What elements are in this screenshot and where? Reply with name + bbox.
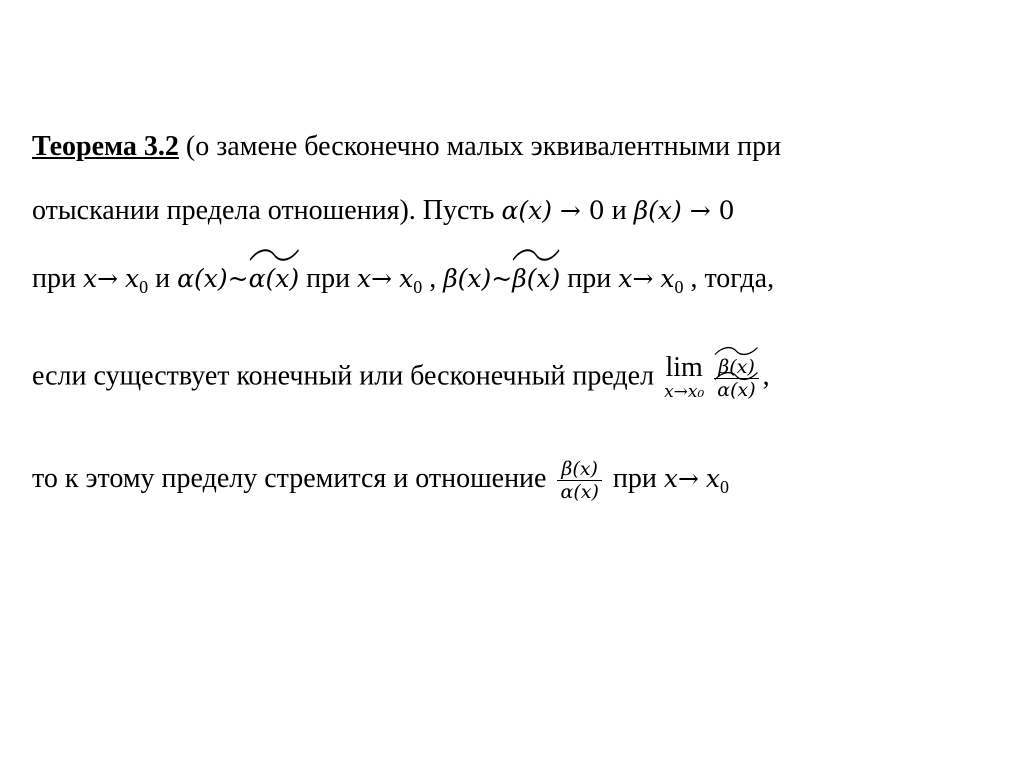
x0-1: [125, 264, 149, 297]
limit-operator: [664, 354, 704, 402]
tilde-fraction: [714, 356, 758, 401]
x0-base: x: [125, 264, 140, 293]
conj-and-1: и: [604, 195, 634, 226]
theorem-line-4: [32, 354, 770, 402]
x0-base-3: x: [660, 264, 675, 293]
conj-and-2: и: [148, 263, 178, 294]
theorem-line-5: [32, 458, 729, 503]
line4-text: если существует конечный или бесконечный предел: [32, 360, 655, 392]
arrow-1: →: [97, 264, 119, 293]
pri-2: при: [306, 263, 358, 294]
theorem-heading: Теорема 3.2: [32, 131, 179, 162]
x0-sub-4: 0: [720, 476, 729, 497]
theorem-line-2: [32, 194, 735, 228]
beta-x: β(x): [633, 196, 682, 225]
beta-tilde-text: β(x): [512, 264, 561, 293]
beta-x-2: β(x): [443, 264, 492, 293]
arrow-2: →: [371, 264, 393, 293]
line4-end: ,: [762, 360, 770, 392]
x0-sub-3: 0: [674, 277, 684, 297]
fraction-numerator: β(x): [561, 458, 598, 480]
theorem-line1-text: (о замене бесконечно малых эквивалентными при: [178, 131, 782, 162]
var-x-1: x: [82, 264, 98, 293]
pri-1: при: [32, 263, 83, 294]
arrow-zero-1: → 0: [551, 196, 605, 225]
line5-text: то к этому пределу стремится и отношение: [32, 462, 554, 494]
tilde-num-text: β(x): [718, 355, 755, 378]
theorem-line-3: [32, 262, 774, 296]
var-x-3: x: [618, 264, 633, 293]
pri-3: при: [567, 263, 619, 294]
pri-4: при: [605, 462, 664, 494]
var-x-4: x: [663, 463, 678, 493]
tilde-den-text: α(x): [717, 378, 756, 401]
beta-tilde: [512, 262, 560, 296]
lim-subscript: x→x₀: [664, 382, 705, 402]
togda: , тогда,: [683, 263, 775, 294]
arrow-3: →: [632, 264, 654, 293]
x0-sub-2: 0: [413, 277, 423, 297]
theorem-line2-text: отыскании предела отношения). Пусть: [32, 195, 502, 226]
alpha-x: α(x): [501, 196, 552, 225]
x0-base-2: x: [399, 264, 414, 293]
wide-tilde-icon: [249, 248, 300, 262]
wide-tilde-icon: [512, 248, 560, 262]
wide-tilde-icon: [714, 371, 758, 381]
lim-word: lim: [665, 352, 703, 383]
fraction-denominator: α(x): [560, 481, 599, 503]
tilde-fraction-denominator: [714, 379, 758, 401]
arrow-4: →: [677, 463, 699, 493]
plain-fraction: [557, 458, 601, 503]
x0-sub: 0: [139, 277, 149, 297]
alpha-tilde: [249, 262, 300, 296]
x0-base-4: x: [705, 463, 720, 493]
alpha-x-2: α(x): [177, 264, 228, 293]
comma-1: ,: [422, 263, 437, 294]
x0-2: [399, 264, 423, 297]
wide-tilde-icon: [714, 346, 758, 356]
tilde-op-1: ~: [227, 264, 249, 293]
alpha-tilde-text: α(x): [248, 264, 300, 293]
x0-3: [660, 264, 684, 297]
arrow-zero-2: → 0: [681, 196, 735, 225]
var-x-2: x: [357, 264, 372, 293]
theorem-line-1: [32, 130, 781, 164]
tilde-op-2: ~: [491, 264, 513, 293]
x0-4: [705, 463, 729, 497]
